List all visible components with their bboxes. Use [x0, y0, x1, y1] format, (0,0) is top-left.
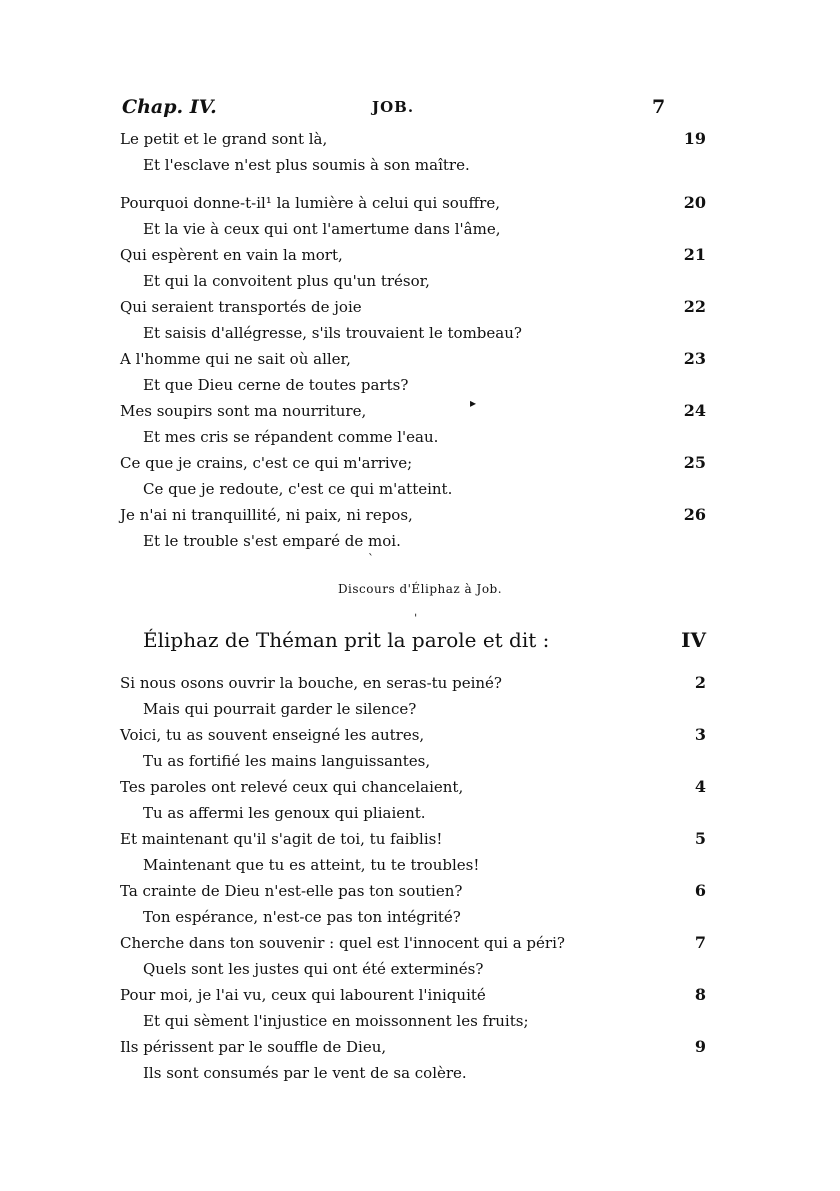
verse-number: 9: [694, 1037, 706, 1056]
verse-line: Et que Dieu cerne de toutes parts?: [143, 376, 409, 394]
verse-line: Quels sont les justes qui ont été exterminés?: [143, 960, 484, 978]
verse-line: Mais qui pourrait garder le silence?: [143, 700, 417, 718]
verse-line: Tu as affermi les genoux qui pliaient.: [143, 804, 426, 822]
verse-line: Et mes cris se répandent comme l'eau.: [143, 428, 439, 446]
verse-line: Et qui sèment l'injustice en moissonnent les fruits;: [143, 1012, 529, 1030]
verse-line: Et le trouble s'est emparé de moi.: [143, 532, 401, 550]
verse-line: Le petit et le grand sont là,: [120, 130, 328, 148]
verse-line: Je n'ai ni tranquillité, ni paix, ni repos,: [120, 506, 413, 524]
verse-number: 25: [683, 453, 706, 472]
section-heading: Discours d'Éliphaz à Job.: [337, 582, 503, 596]
verse-number: 4: [694, 777, 706, 796]
header-page-number: 7: [652, 96, 666, 118]
print-speck: ▸: [470, 396, 477, 410]
verse-line: Ils périssent par le souffle de Dieu,: [120, 1038, 387, 1056]
verse-line: Et l'esclave n'est plus soumis à son maître.: [143, 156, 470, 174]
print-speck: ˈ: [414, 612, 418, 626]
verse-line: Et la vie à ceux qui ont l'amertume dans l'âme,: [143, 220, 501, 238]
intro-line: Éliphaz de Théman prit la parole et dit :: [143, 628, 550, 652]
verse-line: Pour moi, je l'ai vu, ceux qui labourent l'iniquité: [120, 986, 486, 1004]
verse-line: Tes paroles ont relevé ceux qui chancelaient,: [120, 778, 464, 796]
verse-line: Maintenant que tu es atteint, tu te troubles!: [143, 856, 480, 874]
verse-number: 19: [683, 129, 706, 148]
verse-line: Ils sont consumés par le vent de sa colère.: [143, 1064, 467, 1082]
verse-line: Qui seraient transportés de joie: [120, 298, 362, 316]
verse-number: 2: [694, 673, 706, 692]
chapter-number: IV: [681, 628, 706, 652]
verse-line: Et maintenant qu'il s'agit de toi, tu faiblis!: [120, 830, 443, 848]
verse-number: 7: [694, 933, 706, 952]
verse-line: A l'homme qui ne sait où aller,: [120, 350, 351, 368]
verse-line: Pourquoi donne-t-il¹ la lumière à celui qui souffre,: [120, 194, 500, 212]
verse-number: 5: [694, 829, 706, 848]
header-book-title: JOB.: [372, 98, 415, 116]
verse-number: 3: [694, 725, 706, 744]
running-header: [122, 96, 672, 122]
print-speck: ˋ: [368, 552, 374, 566]
verse-line: Tu as fortifié les mains languissantes,: [143, 752, 431, 770]
verse-line: Si nous osons ouvrir la bouche, en seras-tu peiné?: [120, 674, 502, 692]
verse-number: 23: [683, 349, 706, 368]
verse-line: Cherche dans ton souvenir : quel est l'innocent qui a péri?: [120, 934, 565, 952]
verse-line: Voici, tu as souvent enseigné les autres,: [120, 726, 425, 744]
verse-line: Ce que je redoute, c'est ce qui m'atteint.: [143, 480, 453, 498]
verse-number: 8: [694, 985, 706, 1004]
header-chapter: Chap. IV.: [122, 96, 217, 118]
verse-number: 6: [694, 881, 706, 900]
verse-line: Ton espérance, n'est-ce pas ton intégrité?: [143, 908, 461, 926]
verse-number: 20: [683, 193, 706, 212]
verse-line: Et saisis d'allégresse, s'ils trouvaient le tombeau?: [143, 324, 522, 342]
verse-number: 21: [683, 245, 706, 264]
verse-number: 24: [683, 401, 706, 420]
verse-line: Et qui la convoitent plus qu'un trésor,: [143, 272, 430, 290]
verse-line: Qui espèrent en vain la mort,: [120, 246, 343, 264]
verse-line: Ta crainte de Dieu n'est-elle pas ton soutien?: [120, 882, 463, 900]
verse-line: Mes soupirs sont ma nourriture,: [120, 402, 367, 420]
verse-number: 22: [683, 297, 706, 316]
verse-line: Ce que je crains, c'est ce qui m'arrive;: [120, 454, 413, 472]
verse-number: 26: [683, 505, 706, 524]
